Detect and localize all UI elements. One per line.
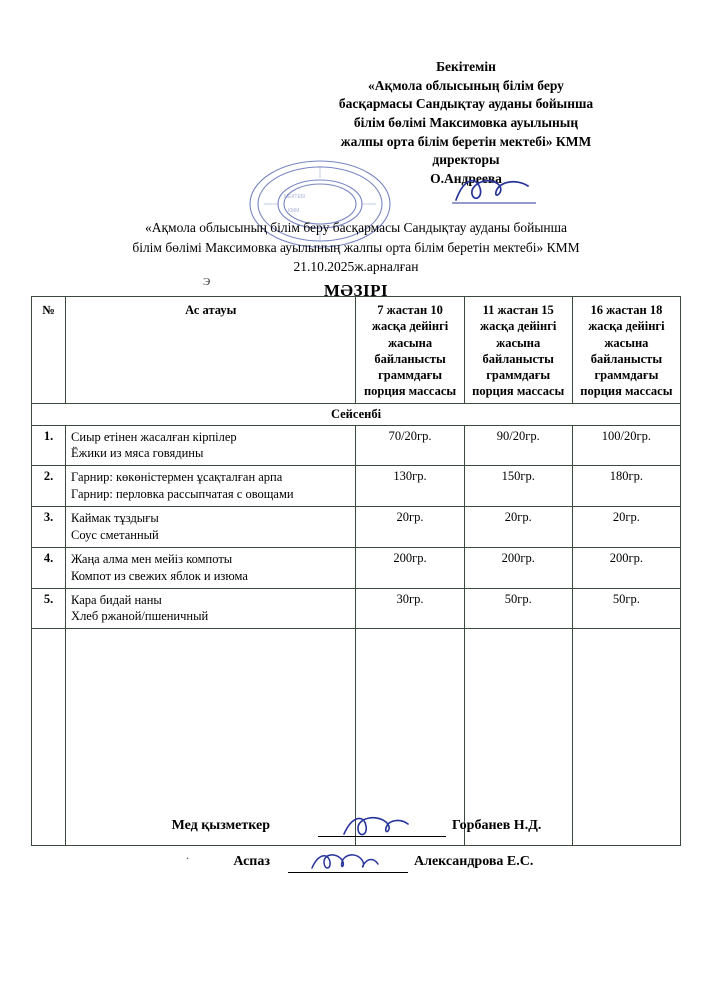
approval-director-name: О.Андреева — [430, 170, 502, 186]
empty-cell — [32, 629, 66, 846]
table-row — [32, 588, 681, 629]
table-empty-area — [32, 629, 681, 846]
medic-role-label: Мед қызметкер — [171, 818, 270, 833]
row-gram-16-18: 180гр. — [572, 466, 680, 507]
svg-text:КММ: КММ — [288, 208, 300, 214]
document-title-block — [30, 218, 682, 303]
dish-name-ru: Хлеб ржаной/пшеничный — [71, 609, 209, 624]
dish-name-ru: Ёжики из мяса говядины — [71, 446, 204, 461]
svg-text:МЕКТЕБІ: МЕКТЕБІ — [284, 194, 306, 200]
empty-cell — [66, 629, 356, 846]
dish-name-kk: Кара бидай наны — [71, 592, 162, 607]
row-number: 4. — [32, 547, 66, 588]
row-dish — [66, 425, 356, 466]
row-gram-7-10: 20гр. — [356, 507, 464, 548]
empty-cell — [356, 629, 464, 846]
page-dot-mark: . — [186, 848, 189, 862]
medic-name: Горбанев Н.Д. — [452, 818, 542, 833]
table-header-row — [32, 297, 681, 404]
row-number: 1. — [32, 425, 66, 466]
row-gram-16-18: 20гр. — [572, 507, 680, 548]
row-dish — [66, 507, 356, 548]
cook-signature-line — [288, 872, 408, 873]
cook-signature-row — [0, 854, 712, 884]
day-label: Сейсенбі — [32, 403, 681, 425]
row-number: 2. — [32, 466, 66, 507]
dish-name-kk: Каймак тұздығы — [71, 511, 159, 525]
signature-footer — [0, 818, 712, 884]
header-age-11-15: 11 жастан 15 жасқа дейінгі жасына байланысты граммдағы порция массасы — [464, 297, 572, 404]
approval-line-3: басқармасы Сандықтау ауданы бойынша — [338, 96, 594, 112]
row-gram-11-15: 200гр. — [464, 547, 572, 588]
menu-heading: МӘЗІРІ — [323, 280, 389, 300]
day-row — [32, 403, 681, 425]
row-number: 3. — [32, 507, 66, 548]
cook-name: Александрова Е.С. — [414, 854, 534, 869]
row-number: 5. — [32, 588, 66, 629]
approval-line-1: Бекітемін — [436, 59, 496, 74]
dish-name-kk: Сиыр етінен жасалған кірпілер — [71, 429, 237, 444]
row-dish — [66, 466, 356, 507]
dish-name-ru: Компот из свежих яблок и изюма — [71, 568, 248, 583]
medic-signature-row — [0, 818, 712, 848]
table-row — [32, 425, 681, 466]
title-line-2: білім бөлімі Максимовка ауылының жалпы орта білім беретін мектебі» КММ — [132, 239, 580, 255]
stray-pen-mark: Э — [203, 276, 211, 288]
approval-director-label: директоры — [432, 152, 500, 168]
header-number: № — [32, 297, 66, 404]
header-age-16-18: 16 жастан 18 жасқа дейінгі жасына байланысты граммдағы порция массасы — [572, 297, 680, 404]
header-age-7-10: 7 жастан 10 жасқа дейінгі жасына байланысты граммдағы порция массасы — [356, 297, 464, 404]
medic-signature-line — [318, 836, 446, 837]
table-row — [32, 507, 681, 548]
row-gram-16-18: 200гр. — [572, 547, 680, 588]
table-row — [32, 547, 681, 588]
row-gram-16-18: 50гр. — [572, 588, 680, 629]
dish-name-ru: Гарнир: перловка рассыпчатая с овощами — [71, 487, 294, 502]
row-gram-11-15: 150гр. — [464, 466, 572, 507]
row-gram-11-15: 50гр. — [464, 588, 572, 629]
row-dish — [66, 547, 356, 588]
row-gram-11-15: 20гр. — [464, 507, 572, 548]
row-gram-7-10: 70/20гр. — [356, 425, 464, 466]
row-gram-7-10: 130гр. — [356, 466, 464, 507]
row-gram-7-10: 200гр. — [356, 547, 464, 588]
title-line-3: 21.10.2025ж.арналған — [293, 259, 419, 275]
empty-cell — [464, 629, 572, 846]
row-gram-7-10: 30гр. — [356, 588, 464, 629]
cook-role-label: Аспаз — [233, 854, 270, 869]
row-dish — [66, 588, 356, 629]
cook-signature — [306, 848, 384, 874]
approval-block — [256, 58, 676, 188]
row-gram-16-18: 100/20гр. — [572, 425, 680, 466]
empty-cell — [572, 629, 680, 846]
header-dish-name: Ас атауы — [66, 297, 356, 404]
approval-line-4: білім бөлімі Максимовка ауылының — [353, 114, 579, 130]
dish-name-kk: Жаңа алма мен мейіз компоты — [71, 551, 233, 566]
approval-line-5: жалпы орта білім беретін мектебі» КММ — [340, 133, 592, 149]
approval-line-2: «Ақмола облысының білім беру — [368, 77, 564, 93]
dish-name-ru: Соус сметанный — [71, 527, 159, 542]
title-line-1: «Ақмола облысының білім беру басқармасы Сандықтау ауданы бойынша — [144, 220, 568, 235]
menu-table — [31, 296, 681, 846]
row-gram-11-15: 90/20гр. — [464, 425, 572, 466]
dish-name-kk: Гарнир: көкөністермен ұсақталған арпа — [71, 470, 283, 485]
table-row — [32, 466, 681, 507]
